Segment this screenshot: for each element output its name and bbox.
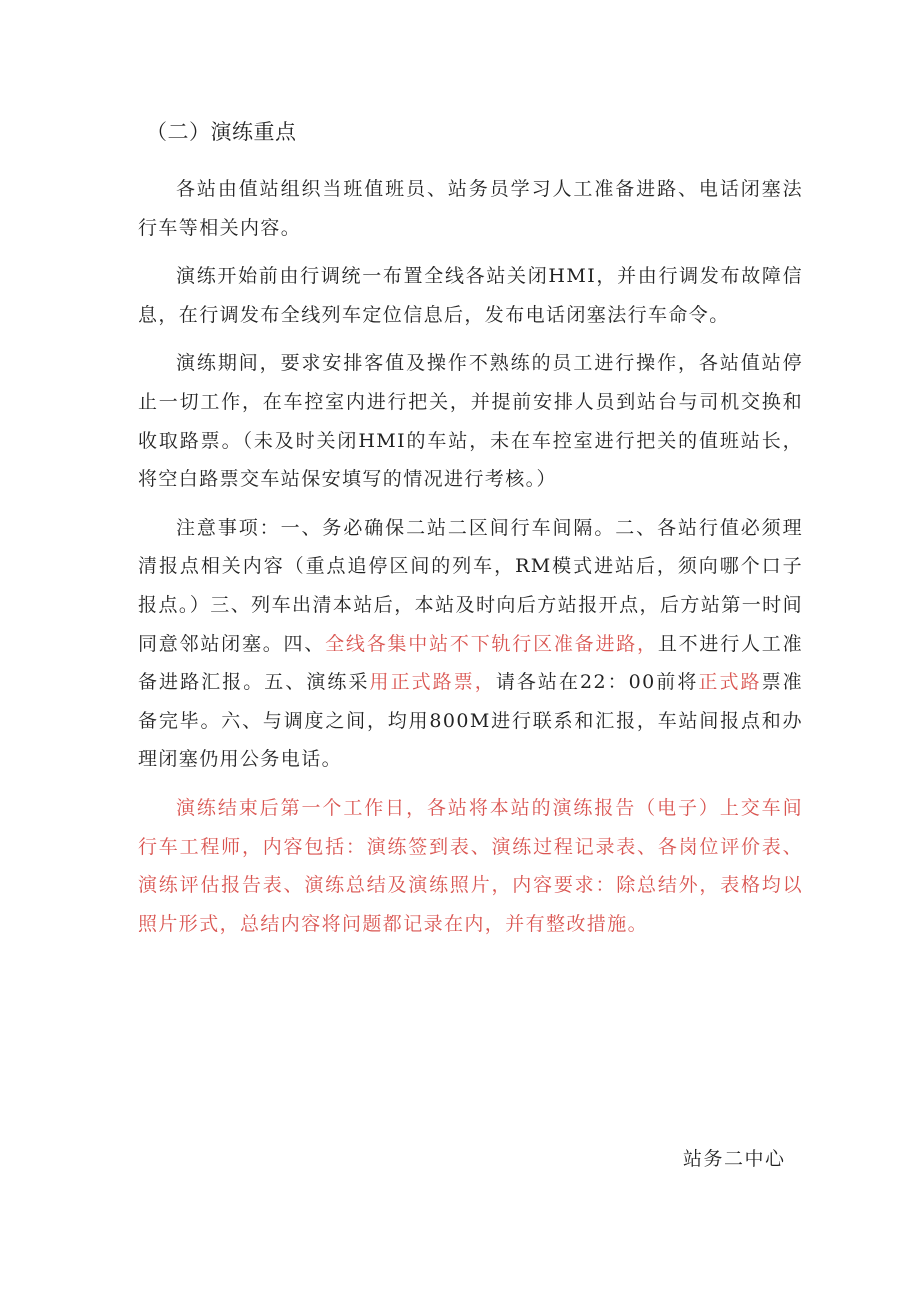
- paragraph-drill-start: 演练开始前由行调统一布置全线各站关闭HMI，并由行调发布故障信息，在行调发布全线列车定位信息后，发布电话闭塞法行车命令。: [138, 265, 803, 326]
- paragraph-study-content: 各站由值站组织当班值班员、站务员学习人工准备进路、电话闭塞法行车等相关内容。: [138, 178, 803, 239]
- notes-text-2: 且不进行人工准备进路汇报。五、演练采: [138, 632, 803, 694]
- notes-text-4: 票准备完毕。六、与调度之间，均用800M进行联系和汇报，车站间报点和办理闭塞仍用公务电话。: [138, 671, 804, 771]
- signature: 站务二中心: [683, 1148, 786, 1170]
- document-body: [138, 170, 803, 953]
- paragraph-notes: [138, 509, 803, 779]
- paragraph-drill-period: 演练期间，要求安排客值及操作不熟练的员工进行操作，各站值站停止一切工作，在车控室内进行把关，并提前安排人员到站台与司机交换和收取路票。（未及时关闭HMI的车站，未在车控室进行把关的值班站长，将空白路票交车站保安填写的情况进行考核。）: [138, 352, 803, 491]
- section-heading: （二）演练重点: [146, 120, 297, 144]
- paragraph-report-requirements: 演练结束后第一个工作日，各站将本站的演练报告（电子）上交车间行车工程师，内容包括：演练签到表、演练过程记录表、各岗位评价表、演练评估报告表、演练总结及演练照片，内容要求：除总结外，表格均以照片形式，总结内容将问题都记录在内，并有整改措施。: [138, 796, 803, 935]
- notes-highlight-2: 用正式路票，: [369, 671, 496, 694]
- notes-highlight-3: 正式路: [698, 671, 762, 694]
- notes-text-3: 请各站在22：00前将: [495, 671, 699, 694]
- notes-text-1: 注意事项：一、务必确保二站二区间行车间隔。二、各站行值必须理清报点相关内容（重点追停区间的列车，RM模式进站后，须向哪个口子报点。）三、列车出清本站后，本站及时向后方站报开点，后方站第一时间同意邻站闭塞。四、: [138, 516, 803, 655]
- notes-highlight-1: 全线各集中站不下轨行区准备进路，: [325, 632, 658, 655]
